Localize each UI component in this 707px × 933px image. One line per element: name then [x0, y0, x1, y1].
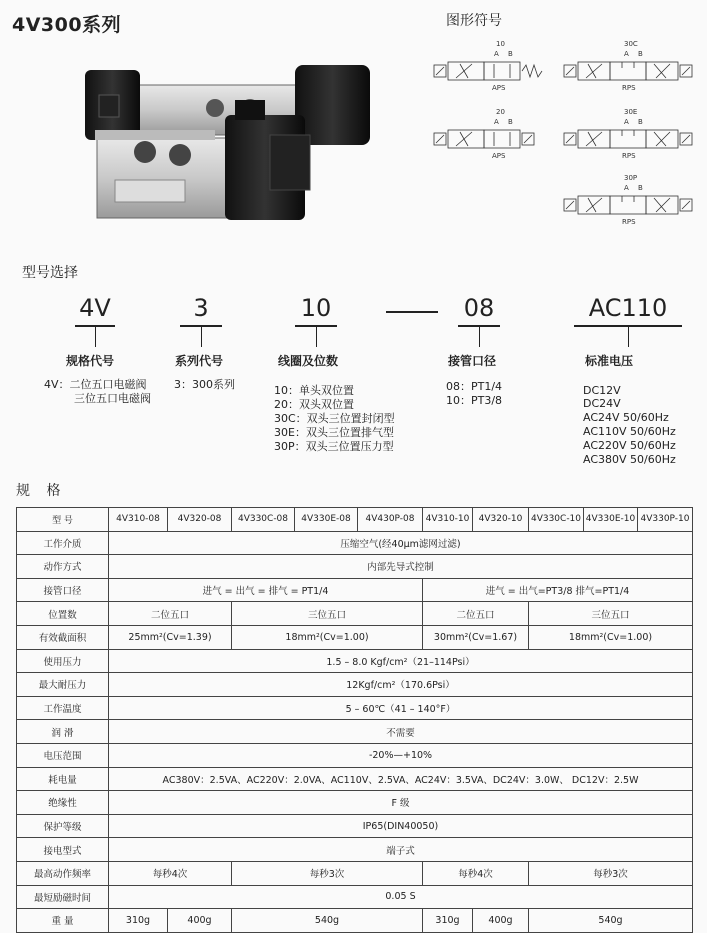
table-cell: AC380V：2.5VA、AC220V：2.0VA、AC110V、2.5VA、AC24V：3.5VA、DC24V：3.0W、 DC12V：2.5W — [109, 767, 693, 791]
symbol-port-a: A — [494, 50, 499, 58]
model-select-title: 型号选择 — [22, 265, 78, 281]
field-line: DC12V — [583, 384, 621, 397]
table-row — [17, 649, 693, 673]
table-cell: 端子式 — [109, 838, 693, 862]
table-cell: 310g — [423, 909, 473, 933]
model-code: 08 — [463, 294, 495, 322]
table-row — [17, 578, 693, 602]
row-label: 绝缘性 — [17, 791, 109, 815]
field-line: 30E：双头三位置排气型 — [274, 426, 394, 439]
symbol-port-a: A — [624, 50, 629, 58]
table-row — [17, 625, 693, 649]
table-cell: 18mm²(Cv=1.00) — [529, 625, 693, 649]
valve-symbol-icon — [432, 58, 572, 84]
symbols-title: 图形符号 — [446, 13, 502, 29]
model-header: 4V330E-10 — [584, 508, 638, 532]
model-code: 3 — [193, 294, 209, 322]
row-label: 接管口径 — [17, 578, 109, 602]
table-cell: 不需要 — [109, 720, 693, 744]
field-head: 线圈及位数 — [278, 354, 339, 368]
table-cell: 压缩空气(经40μm滤网过滤) — [109, 531, 693, 555]
model-header: 4V330C-10 — [529, 508, 584, 532]
table-cell: 310g — [109, 909, 168, 933]
field-line: AC220V 50/60Hz — [583, 439, 676, 452]
code-dash — [386, 311, 438, 313]
row-label: 润 滑 — [17, 720, 109, 744]
field-line: AC24V 50/60Hz — [583, 411, 669, 424]
table-cell: 0.05 S — [109, 885, 693, 909]
table-row — [17, 555, 693, 579]
field-line: 30P：双头三位置压力型 — [274, 440, 394, 453]
row-label: 重 量 — [17, 909, 109, 933]
row-label: 有效截面积 — [17, 625, 109, 649]
row-label: 最短励磁时间 — [17, 885, 109, 909]
table-cell: F 级 — [109, 791, 693, 815]
code-connector — [479, 327, 480, 347]
code-connector — [628, 327, 629, 347]
field-line: 三位五口电磁阀 — [74, 392, 151, 405]
table-header-label: 型 号 — [17, 508, 109, 532]
code-connector — [95, 327, 96, 347]
valve-symbol-icon — [562, 126, 702, 152]
symbol-label: 30P — [624, 174, 638, 182]
symbol-label: 30E — [624, 108, 638, 116]
field-line: DC24V — [583, 397, 621, 410]
table-row — [17, 814, 693, 838]
table-row — [17, 696, 693, 720]
table-cell: 内部先导式控制 — [109, 555, 693, 579]
table-cell: 25mm²(Cv=1.39) — [109, 625, 232, 649]
symbol-sub: RPS — [622, 152, 636, 160]
table-row — [17, 673, 693, 697]
table-cell: 进气 = 出气=PT3/8 排气=PT1/4 — [423, 578, 693, 602]
table-cell: IP65(DIN40050) — [109, 814, 693, 838]
model-header: 4V430P-08 — [358, 508, 423, 532]
field-line: 10：单头双位置 — [274, 384, 354, 397]
table-cell: 二位五口 — [109, 602, 232, 626]
table-row — [17, 885, 693, 909]
symbol-port-a: A — [624, 184, 629, 192]
valve-symbol-icon — [562, 58, 702, 84]
symbol-port-b: B — [508, 118, 513, 126]
model-header: 4V310-10 — [423, 508, 473, 532]
table-row — [17, 602, 693, 626]
table-cell: 每秒3次 — [529, 861, 693, 885]
table-row — [17, 743, 693, 767]
symbol-port-b: B — [508, 50, 513, 58]
row-label: 工作介质 — [17, 531, 109, 555]
model-header: 4V330P-10 — [638, 508, 693, 532]
symbol-port-a: A — [624, 118, 629, 126]
field-line: 10：PT3/8 — [446, 394, 503, 407]
table-cell: 30mm²(Cv=1.67) — [423, 625, 529, 649]
model-code: 4V — [79, 294, 111, 322]
row-label: 保护等级 — [17, 814, 109, 838]
table-row — [17, 767, 693, 791]
field-line: 3：300系列 — [174, 378, 235, 391]
row-label: 工作温度 — [17, 696, 109, 720]
symbol-sub: RPS — [622, 84, 636, 92]
symbol-port-b: B — [638, 118, 643, 126]
table-header-row — [17, 508, 693, 532]
symbol-port-b: B — [638, 184, 643, 192]
row-label: 动作方式 — [17, 555, 109, 579]
field-head: 接管口径 — [448, 354, 497, 368]
field-line: AC380V 50/60Hz — [583, 453, 676, 466]
field-line: AC110V 50/60Hz — [583, 425, 676, 438]
field-line: 30C：双头三位置封闭型 — [274, 412, 395, 425]
table-cell: 540g — [232, 909, 423, 933]
table-cell: 每秒3次 — [232, 861, 423, 885]
model-code: 10 — [300, 294, 332, 322]
symbol-sub: APS — [492, 84, 506, 92]
symbol-port-a: A — [494, 118, 499, 126]
table-row — [17, 791, 693, 815]
code-connector — [201, 327, 202, 347]
spec-title: 规 格 — [16, 483, 67, 499]
row-label: 最大耐压力 — [17, 673, 109, 697]
row-label: 使用压力 — [17, 649, 109, 673]
symbol-label: 30C — [624, 40, 638, 48]
model-header: 4V310-08 — [109, 508, 168, 532]
table-cell: 18mm²(Cv=1.00) — [232, 625, 423, 649]
table-cell: 三位五口 — [529, 602, 693, 626]
field-line: 08：PT1/4 — [446, 380, 503, 393]
page-title: 4V300系列 — [12, 14, 122, 36]
table-row — [17, 531, 693, 555]
code-connector — [316, 327, 317, 347]
symbol-port-b: B — [638, 50, 643, 58]
table-cell: 二位五口 — [423, 602, 529, 626]
table-cell: 540g — [529, 909, 693, 933]
row-label: 电压范围 — [17, 743, 109, 767]
field-head: 规格代号 — [66, 354, 115, 368]
table-cell: -20%—+10% — [109, 743, 693, 767]
field-head: 标准电压 — [585, 354, 634, 368]
table-row — [17, 838, 693, 862]
spec-table — [16, 507, 693, 933]
model-header: 4V320-10 — [473, 508, 529, 532]
model-header: 4V330C-08 — [232, 508, 295, 532]
table-cell: 进气 = 出气 = 排气 = PT1/4 — [109, 578, 423, 602]
table-row — [17, 720, 693, 744]
row-label: 耗电量 — [17, 767, 109, 791]
valve-symbol-icon — [562, 192, 702, 218]
table-row — [17, 909, 693, 933]
field-line: 20：双头双位置 — [274, 398, 354, 411]
symbol-sub: RPS — [622, 218, 636, 226]
table-cell: 三位五口 — [232, 602, 423, 626]
table-cell: 5 – 60℃（41 – 140°F） — [109, 696, 693, 720]
table-cell: 1.5 – 8.0 Kgf/cm²（21–114Psi） — [109, 649, 693, 673]
symbol-label: 20 — [496, 108, 505, 116]
table-cell: 每秒4次 — [109, 861, 232, 885]
table-cell: 400g — [473, 909, 529, 933]
model-code: AC110 — [588, 294, 668, 322]
row-label: 接电型式 — [17, 838, 109, 862]
field-head: 系列代号 — [175, 354, 224, 368]
model-header: 4V320-08 — [168, 508, 232, 532]
row-label: 最高动作频率 — [17, 861, 109, 885]
row-label: 位置数 — [17, 602, 109, 626]
valve-photo — [75, 60, 395, 225]
field-line: 4V：二位五口电磁阀 — [44, 378, 147, 391]
model-header: 4V330E-08 — [295, 508, 358, 532]
symbol-sub: APS — [492, 152, 506, 160]
table-cell: 12Kgf/cm²（170.6Psi） — [109, 673, 693, 697]
symbol-label: 10 — [496, 40, 505, 48]
table-cell: 400g — [168, 909, 232, 933]
table-row — [17, 861, 693, 885]
table-cell: 每秒4次 — [423, 861, 529, 885]
valve-symbol-icon — [432, 126, 572, 152]
